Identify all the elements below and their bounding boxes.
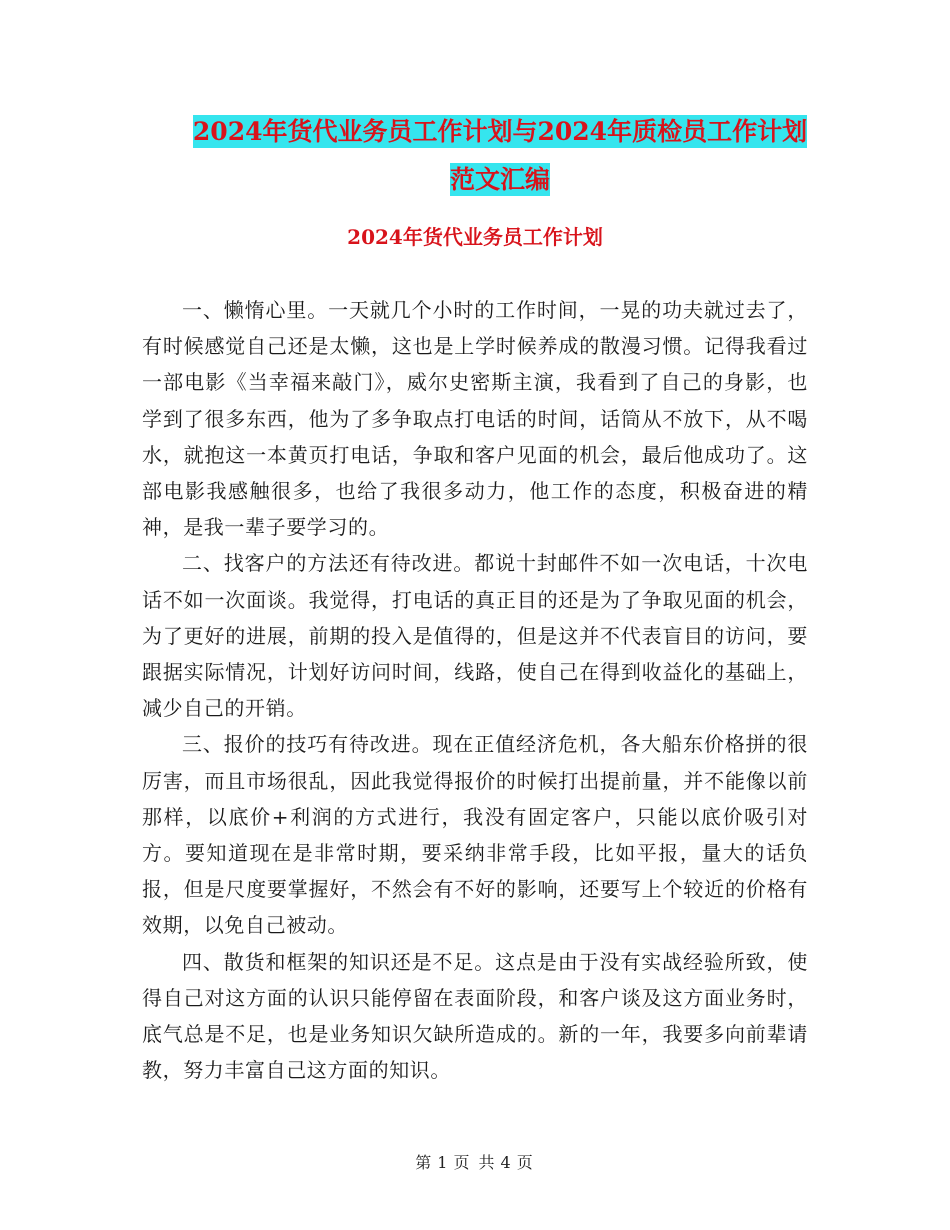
footer-page-number: 1	[437, 1153, 450, 1172]
title-line-2: 范文汇编	[449, 165, 550, 194]
paragraph: 三、报价的技巧有待改进。现在正值经济危机，各大船东价格拼的很厉害，而且市场很乱，因此我觉得报价的时候打出提前量，并不能像以前那样，以底价+利润的方式进行，我没有固定客户，只能以底价吸引对方。要知道现在是非常时期，要采纳非常手段，比如平报，量大的话负报，但是尺度要掌握好，不然会有不好的影响，还要写上个较近的价格有效期，以免自己被动。	[142, 732, 808, 938]
footer-prefix: 第	[415, 1153, 434, 1172]
section-title: 2024年货代业务员工作计划	[347, 225, 603, 249]
paragraph: 四、散货和框架的知识还是不足。这点是由于没有实战经验所致，使得自己对这方面的认识只能停留在表面阶段，和客户谈及这方面业务时，底气总是不足，也是业务知识欠缺所造成的。新的一年，我要多向前辈请教，努力丰富自己这方面的知识。	[142, 949, 808, 1083]
paragraph: 一、懒惰心里。一天就几个小时的工作时间，一晃的功夫就过去了，有时候感觉自己还是太懒，这也是上学时候养成的散漫习惯。记得我看过一部电影《当幸福来敲门》，威尔史密斯主演，我看到了自己的身影，也学到了很多东西，他为了多争取点打电话的时间，话筒从不放下，从不喝水，就抱这一本黄页打电话，争取和客户见面的机会，最后他成功了。这部电影我感触很多，也给了我很多动力，他工作的态度，积极奋进的精神，是我一辈子要学习的。	[142, 298, 808, 540]
footer-middle: 页 共	[453, 1153, 497, 1172]
title-line-1: 2024年货代业务员工作计划与2024年质检员工作计划	[192, 117, 808, 146]
page-footer	[0, 1150, 950, 1173]
footer-suffix: 页	[516, 1153, 535, 1172]
footer-page-total: 4	[500, 1153, 513, 1172]
document-body	[142, 292, 808, 1088]
document-title	[120, 108, 880, 204]
paragraph: 二、找客户的方法还有待改进。都说十封邮件不如一次电话，十次电话不如一次面谈。我觉得，打电话的真正目的还是为了争取见面的机会，为了更好的进展，前期的投入是值得的，但是这并不代表盲目的访问，要跟据实际情况，计划好访问时间，线路，使自己在得到收益化的基础上，减少自己的开销。	[142, 551, 808, 721]
